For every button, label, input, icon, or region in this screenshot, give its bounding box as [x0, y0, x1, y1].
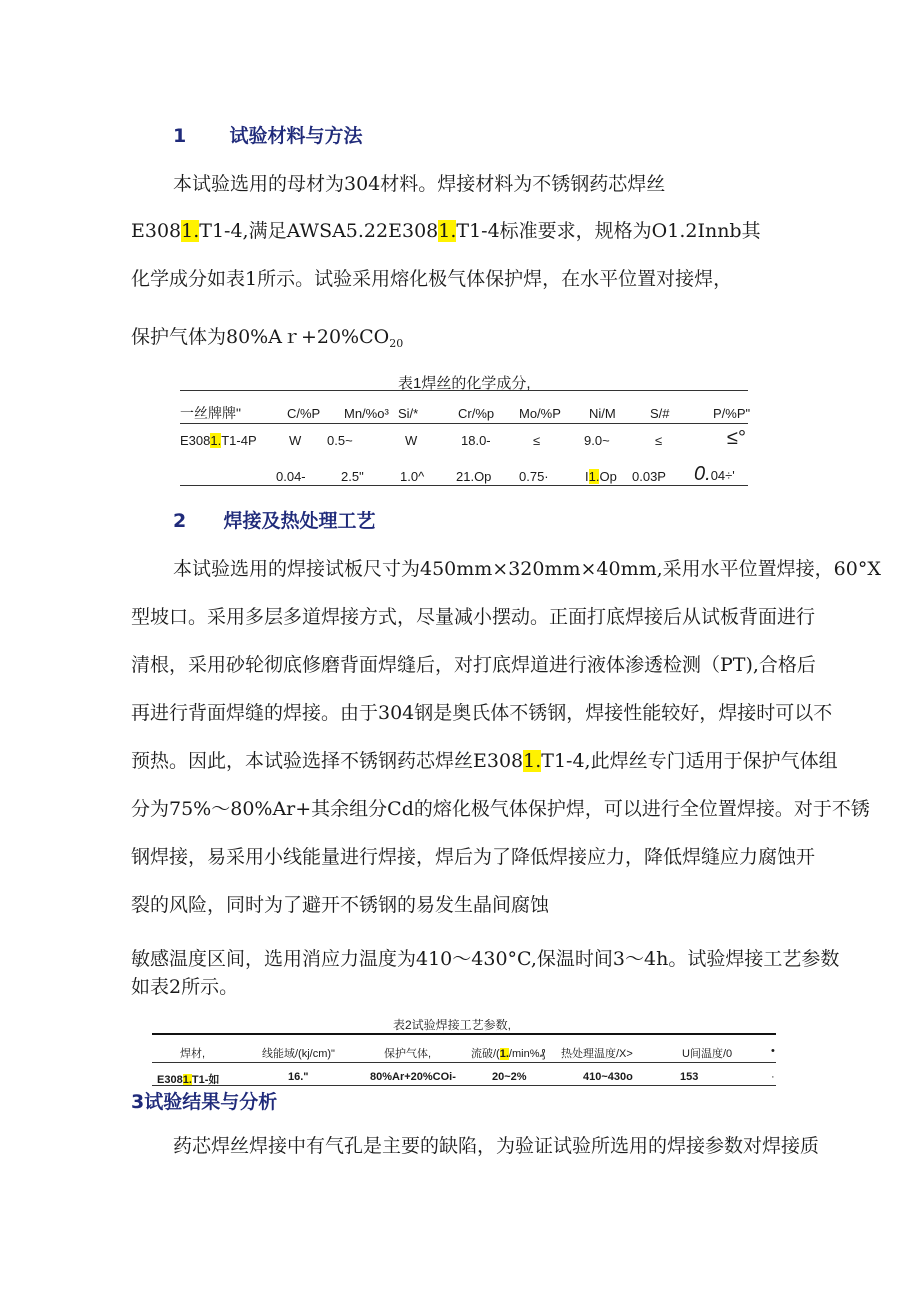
section2-line: 再进行背面焊缝的焊接。由于304钢是奥氏体不锈钢，焊接性能较好，焊接时可以不 — [131, 702, 833, 724]
table1-cell: 1.0^ — [400, 469, 425, 484]
table1-header: 一丝牌牌" — [180, 405, 241, 421]
table1-cell: ≤ — [533, 433, 541, 448]
section1-line1: 本试验选用的母材为304材料。焊接材料为不锈钢药芯焊丝 — [173, 173, 666, 195]
table2-header: U间温度/0 — [682, 1048, 733, 1060]
table2-cell: 410~430o — [583, 1071, 633, 1083]
section1-heading — [173, 121, 363, 148]
table1-cell: 2.5" — [341, 469, 364, 484]
table1-cell: ≤° — [727, 427, 746, 449]
table2-header: 保护气体, — [384, 1048, 432, 1060]
table2-header-rule — [152, 1062, 776, 1063]
table1-header: Ni/M — [589, 406, 616, 421]
table1-cell: 0.75· — [519, 469, 549, 484]
highlight: 1. — [588, 469, 600, 484]
section2-line: 敏感温度区间，选用消应力温度为410～430°C,保温时间3～4h。试验焊接工艺参数 — [131, 948, 840, 970]
table1-header: P/%P" — [713, 406, 751, 421]
section1-line3: 化学成分如表1所示。试验采用熔化极气体保护焊，在水平位置对接焊， — [131, 268, 733, 290]
table2-cell: 20~2% — [492, 1071, 527, 1083]
table2-cell: · — [771, 1071, 775, 1083]
section1-number: 1 — [173, 125, 187, 147]
table1-cell: 18.0- — [461, 433, 491, 448]
table1-bottom-rule — [180, 485, 748, 486]
highlight: 1. — [438, 220, 457, 242]
table1-header: Mn/%o³ — [344, 406, 389, 421]
table1-cell: 9.0~ — [584, 433, 610, 448]
table1-cell: 0.03P — [632, 469, 666, 484]
table1-cell: W — [289, 433, 302, 448]
table2-caption: 表2试验焊接工艺参数, — [393, 1018, 512, 1032]
table2-header: 线能域/(kj/cm)" — [262, 1048, 335, 1060]
table2-header: • — [771, 1045, 775, 1057]
table1-top-rule — [180, 390, 748, 391]
table2-top-rule — [152, 1033, 776, 1035]
section2-line: 裂的风险，同时为了避开不锈钢的易发生晶间腐蚀 — [131, 894, 550, 916]
table1-header-rule — [180, 423, 748, 424]
section1-line4: 保护气体为$80\%Ar+20\%CO_{20}$ — [131, 326, 404, 350]
section1-line2: E3081.T1-4,满足AWSA5.22E3081.T1-4标准要求，规格为O1.2Innb其 — [131, 220, 761, 242]
highlight: 1. — [499, 1048, 509, 1060]
table2-header: 热处理温度/X> — [561, 1048, 633, 1060]
section2-title: 焊接及热处理工艺 — [223, 510, 376, 532]
table1-header: C/%P — [287, 406, 321, 421]
table2-cell: 80%Ar+20%COi- — [370, 1071, 456, 1083]
table1-cell: ≤ — [655, 433, 663, 448]
section2-line: 清根，采用砂轮彻底修磨背面焊缝后，对打底焊道进行液体渗透检测（PT),合格后 — [131, 654, 816, 676]
table2-cell: 153 — [680, 1071, 699, 1083]
section2-line: 分为75%～80%Ar+其余组分Cd的熔化极气体保护焊，可以进行全位置焊接。对于不锈 — [131, 798, 870, 820]
table1-cell: 0.5~ — [327, 433, 353, 448]
section1-title: 试验材料与方法 — [229, 125, 363, 147]
highlight: 1. — [182, 1074, 192, 1086]
table1-header: S/# — [650, 406, 670, 421]
table1-caption: 表1焊丝的化学成分, — [398, 375, 531, 392]
table1-header: Cr/%p — [458, 406, 495, 421]
table2-header: 焊材, — [180, 1048, 206, 1060]
section3-line: 药芯焊丝焊接中有气孔是主要的缺陷，为验证试验所选用的焊接参数对焊接质 — [173, 1135, 820, 1157]
table2-bottom-rule — [152, 1085, 776, 1086]
table1-cell: 21.Op — [456, 469, 492, 484]
section2-line: 本试验选用的焊接试板尺寸为450mm×320mm×40mm,采用水平位置焊接，60°X — [173, 558, 881, 580]
table2-cell: 16." — [288, 1071, 309, 1083]
table1-header: Mo/%P — [519, 406, 561, 421]
section2-line: 钢焊接，易采用小线能量进行焊接，焊后为了降低焊接应力，降低焊缝应力腐蚀开 — [131, 846, 816, 868]
highlight: 1. — [523, 750, 542, 772]
section2-heading — [173, 506, 376, 533]
table1-cell: W — [405, 433, 418, 448]
table1-cell: 0.04- — [276, 469, 306, 484]
section2-number: 2 — [173, 510, 187, 532]
highlight: 1. — [210, 433, 222, 448]
section3-heading: 3试验结果与分析 — [131, 1091, 278, 1113]
section2-line: 型坡口。采用多层多道焊接方式，尽量减小摆动。正面打底焊接后从试板背面进行 — [131, 606, 816, 628]
highlight: 1. — [181, 220, 200, 242]
section2-line: 如表2所示。 — [131, 976, 239, 998]
table1-header: Si/* — [398, 406, 419, 421]
section2-line: 预热。因此，本试验选择不锈钢药芯焊丝E3081.T1-4,此焊丝专门适用于保护气体组 — [131, 750, 838, 772]
